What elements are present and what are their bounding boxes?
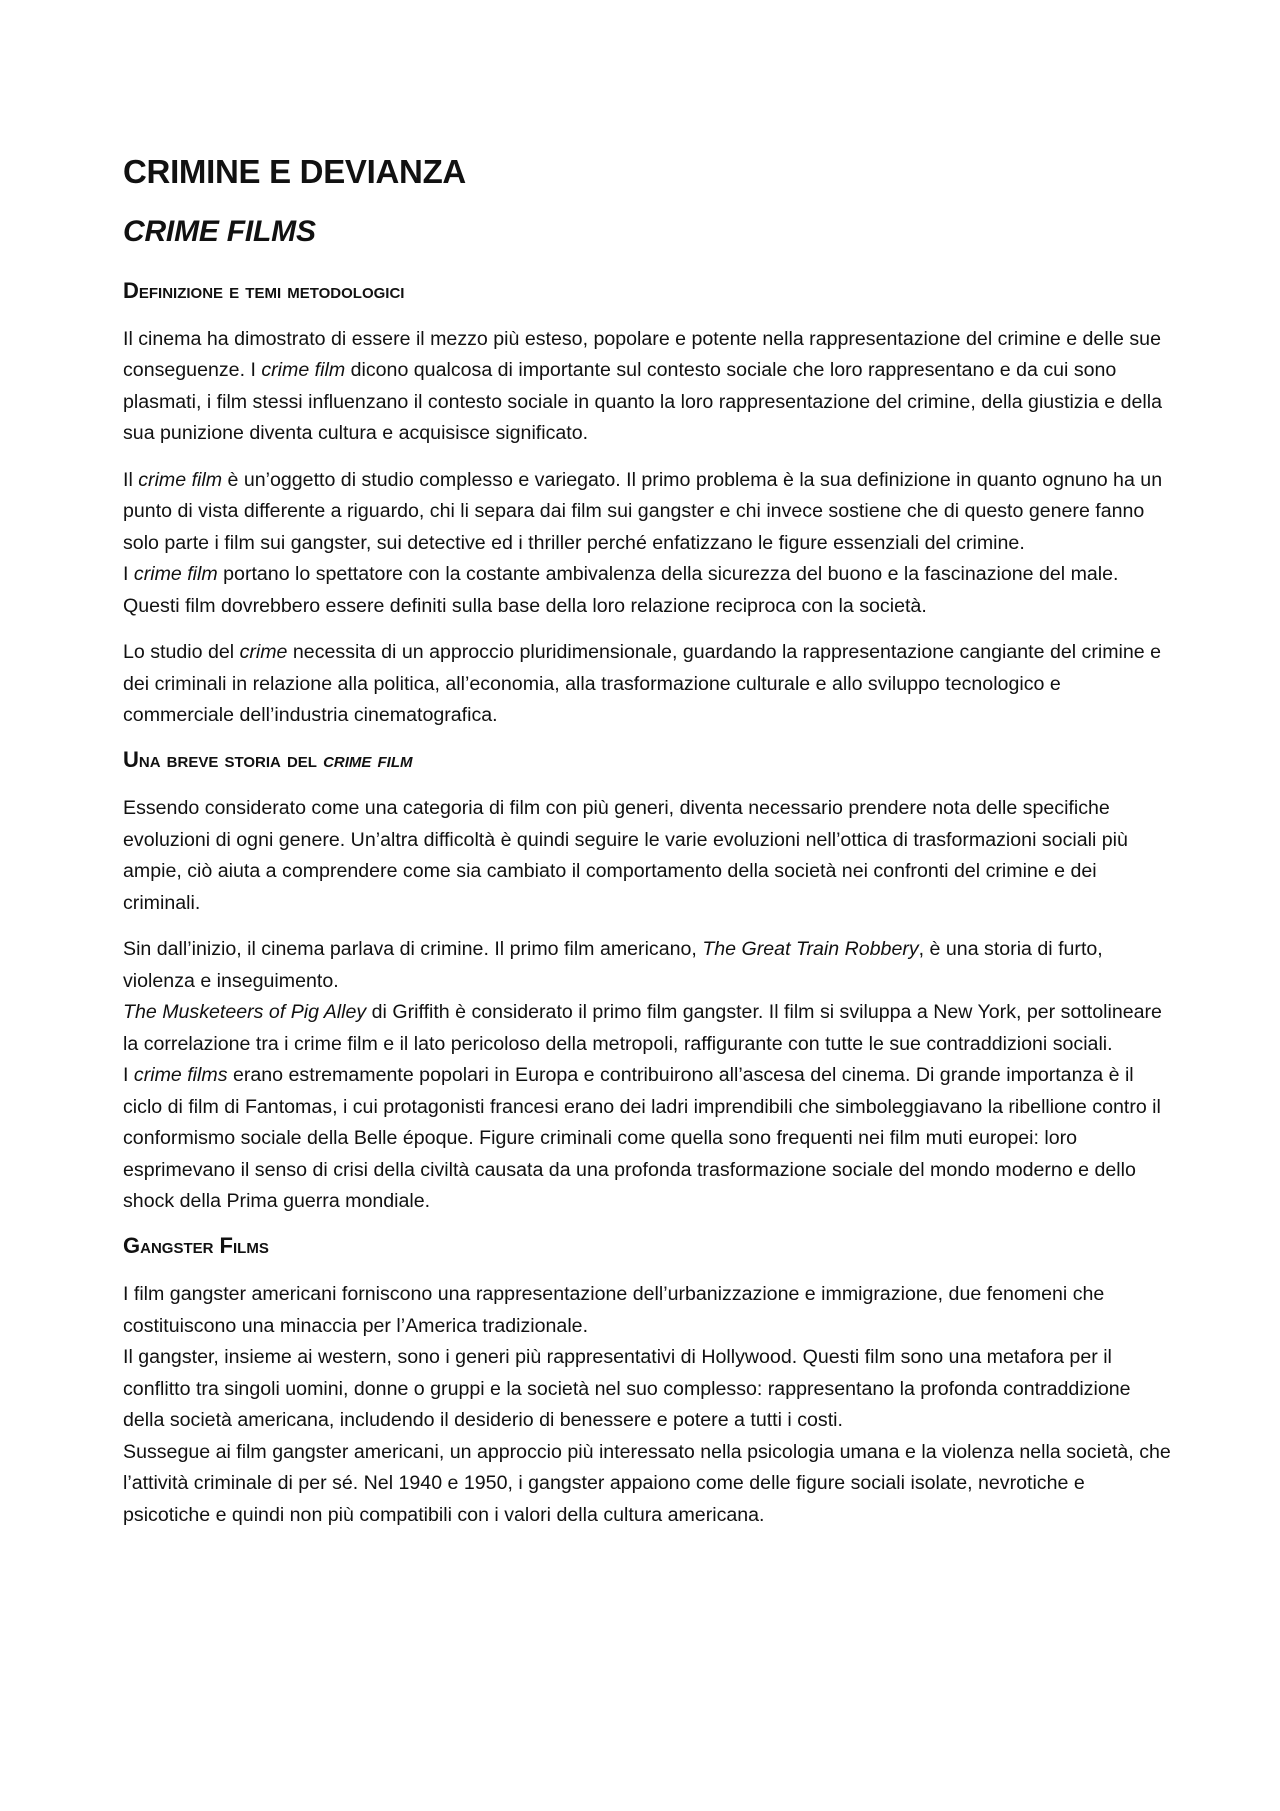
paragraph-line [123, 465, 1173, 560]
section-heading: Gangster Films [123, 1232, 269, 1258]
text-run: necessita di un approccio pluridimensionale, guardando la rappresentazione cangiante del crimine e dei criminali in relazione alla politica, all’economia, alla trasformazione culturale e allo sviluppo tecnologico e commerciale dell’industria cinematografica. [123, 641, 1162, 727]
paragraph-line [123, 934, 1173, 997]
text-run: , è una storia di furto, violenza e inseguimento. [123, 938, 1103, 992]
paragraph-line: I film gangster americani forniscono una rappresentazione dell’urbanizzazione e immigrazione, due fenomeni che costituiscono una minaccia per l’America tradizionale. [123, 1283, 1105, 1337]
document-page [123, 152, 1173, 1546]
text-run: I [123, 1064, 134, 1087]
text-run: portano lo spettatore con la costante ambivalenza della sicurezza del buono e la fascinazione del male. Questi film dovrebbero essere definiti sulla base della loro relazione reciproca con la società. [123, 563, 1119, 617]
text-run: Il cinema ha dimostrato di essere il mezzo più esteso, popolare e potente nella rappresentazione del crimine e delle sue conseguenze. I [123, 327, 1161, 382]
heading-run: Una breve storia del [123, 746, 324, 772]
text-run: erano estremamente popolari in Europa e contribuirono all’ascesa del cinema. Di grande importanza è il ciclo di film di Fantomas, i cui protagonisti francesi erano dei ladri imprendibili che simboleggiavano la ribellione contro il conformismo sociale della Belle époque. Figure criminali come quella sono frequenti nei film muti europei: loro esprimevano il senso di crisi della civiltà causata da una profonda trasformazione sociale del mondo moderno e dello shock della Prima guerra mondiale. [123, 1064, 1161, 1213]
italic-run: crime [239, 641, 288, 664]
paragraph [123, 324, 1173, 450]
section-heading [123, 747, 1173, 773]
italic-run: crime film [138, 468, 223, 491]
italic-run: The Musketeers of Pig Alley [123, 1001, 367, 1024]
paragraph-line: Sussegue ai film gangster americani, un approccio più interessato nella psicologia umana e la violenza nella società, che l’attività criminale di per sé. Nel 1940 e 1950, i gangster appaiono come delle figure sociali isolate, nevrotiche e psicotiche e quindi non più compatibili con i valori della cultura americana. [123, 1440, 1171, 1526]
paragraph [123, 934, 1173, 1218]
paragraph-line [123, 1060, 1173, 1218]
text-run: è un’oggetto di studio complesso e variegato. Il primo problema è la sua definizione in quanto ognuno ha un punto di vista differente a riguardo, chi li separa dai film sui gangster e chi invece sostiene che di questo genere fanno solo parte i film sui gangster, sui detective ed i thriller perché enfatizzano le figure essenziali del crimine. [123, 468, 1163, 554]
paragraph-line [123, 559, 1173, 622]
section-breve-storia [123, 747, 1173, 1218]
italic-run: crime film [261, 359, 346, 382]
paragraph [123, 637, 1173, 732]
document-title: CRIMINE E DEVIANZA [123, 153, 466, 190]
italic-run: crime film [133, 563, 218, 586]
paragraph-line [123, 997, 1173, 1060]
heading-italic-run: crime film [323, 746, 413, 772]
italic-run: The Great Train Robbery [702, 938, 919, 961]
text-run: di Griffith è considerato il primo film gangster. Il film si sviluppa a New York, per sottolineare la correlazione tra i crime film e il lato pericoloso della metropoli, raffigurante con tutte le sue contraddizioni sociali. [123, 1001, 1162, 1055]
paragraph [123, 465, 1173, 623]
italic-run: crime films [133, 1064, 228, 1087]
text-run: Il [123, 468, 139, 491]
paragraph-line: Il gangster, insieme ai western, sono i generi più rappresentativi di Hollywood. Questi film sono una metafora per il conflitto tra singoli uomini, donne o gruppi e la società nel suo complesso: rappresentano la profonda contraddizione della società americana, includendo il desiderio di benessere e potere a tutti i costi. [123, 1346, 1131, 1432]
section-heading: Definizione e temi metodologici [123, 277, 405, 303]
section-definizione [123, 278, 1173, 732]
paragraph [123, 1279, 1173, 1531]
text-run: dicono qualcosa di importante sul contesto sociale che loro rappresentano e da cui sono plasmati, i film stessi influenzano il contesto sociale in quanto la loro rappresentazione del crimine, della giustizia e della sua punizione diventa cultura e acquisisce significato. [123, 359, 1163, 445]
paragraph: Essendo considerato come una categoria di film con più generi, diventa necessario prendere nota delle specifiche evoluzioni di ogni genere. Un’altra difficoltà è quindi seguire le varie evoluzioni nell’ottica di trasformazioni sociali più ampie, ciò aiuta a comprendere come sia cambiato il comportamento della società nei confronti del crimine e dei criminali. [123, 797, 1128, 914]
document-subtitle: CRIME FILMS [123, 214, 316, 248]
section-gangster-films [123, 1233, 1173, 1531]
text-run: Lo studio del [123, 641, 240, 664]
text-run: Sin dall’inizio, il cinema parlava di crimine. Il primo film americano, [123, 938, 703, 961]
text-run: I [123, 563, 134, 586]
